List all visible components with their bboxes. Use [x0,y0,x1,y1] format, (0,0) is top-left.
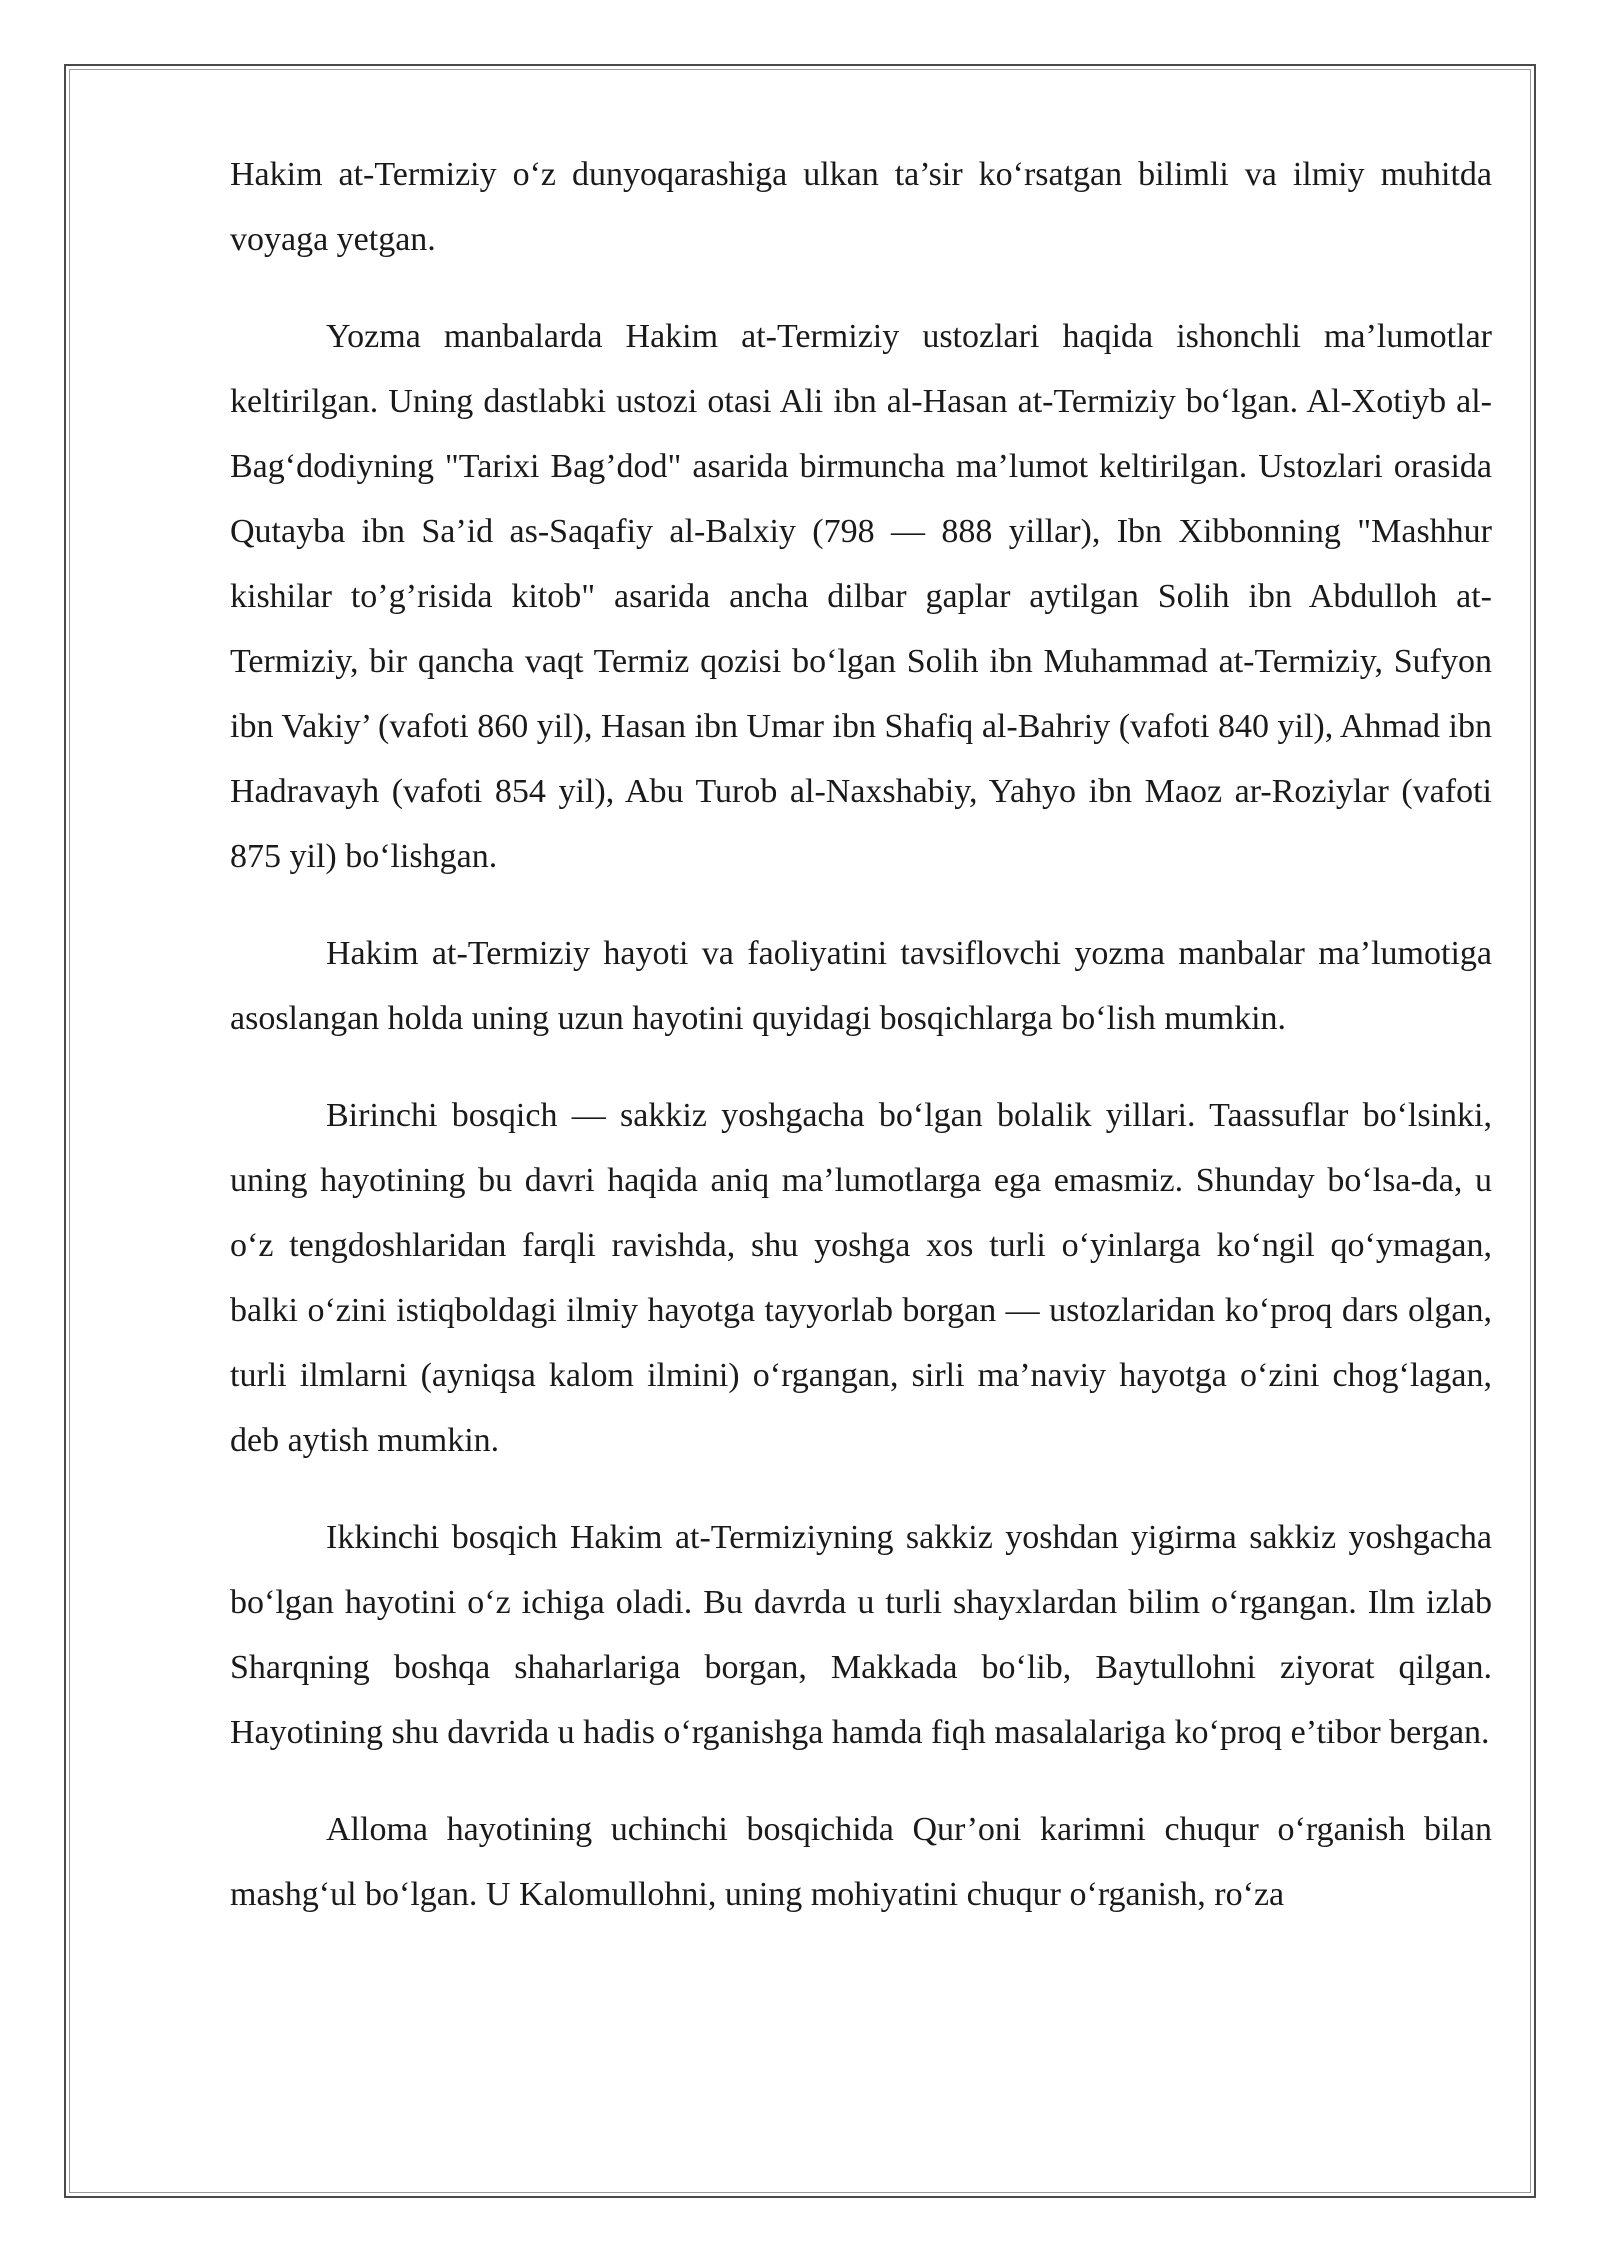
paragraph-2: Yozma manbalarda Hakim at-Termiziy ustozlari haqida ishonchli ma’lumotlar keltirilgan. Uning dastlabki ustozi otasi Ali ibn al-Hasan at-Termiziy bo‘lgan. Al-Xotiyb al-Bag‘dodiyning "Tarixi Bag’dod" asarida birmuncha ma’lumot keltirilgan. Ustozlari orasida Qutayba ibn Sa’id as-Saqafiy al-Balxiy (798 — 888 yillar), Ibn Xibbonning "Mashhur kishilar to’g’risida kitob" asarida ancha dilbar gaplar aytilgan Solih ibn Abdulloh at-Termiziy, bir qancha vaqt Termiz qozisi bo‘lgan Solih ibn Muhammad at-Termiziy, Sufyon ibn Vakiy’ (vafoti 860 yil), Hasan ibn Umar ibn Shafiq al-Bahriy (vafoti 840 yil), Ahmad ibn Hadravayh (vafoti 854 yil), Abu Turob al-Naxshabiy, Yahyo ibn Maoz ar-Roziylar (vafoti 875 yil) bo‘lishgan. [230,318,1492,875]
paragraph-1: Hakim at-Termiziy o‘z dunyoqarashiga ulkan ta’sir ko‘rsatgan bilimli va ilmiy muhitda voyaga yetgan. [230,156,1492,258]
paragraph-4: Birinchi bosqich — sakkiz yoshgacha bo‘lgan bolalik yillari. Taassuflar bo‘lsinki, uning hayotining bu davri haqida aniq ma’lumotlarga ega emasmiz. Shunday bo‘lsa-da, u o‘z tengdoshlaridan farqli ravishda, shu yoshga xos turli o‘yinlarga ko‘ngil qo‘ymagan, balki o‘zini istiqboldagi ilmiy hayotga tayyorlab borgan — ustozlaridan ko‘proq dars olgan, turli ilmlarni (ayniqsa kalom ilmini) o‘rgangan, sirli ma’naviy hayotga o‘zini chog‘lagan, deb aytish mumkin. [230,1097,1492,1459]
paragraph-5: Ikkinchi bosqich Hakim at-Termiziyning sakkiz yoshdan yigirma sakkiz yoshgacha bo‘lgan hayotini o‘z ichiga oladi. Bu davrda u turli shayxlardan bilim o‘rgangan. Ilm izlab Sharqning boshqa shaharlariga borgan, Makkada bo‘lib, Baytullohni ziyorat qilgan. Hayotining shu davrida u hadis o‘rganishga hamda fiqh masalalariga ko‘proq e’tibor bergan. [230,1519,1492,1751]
document-body [230,142,1492,1959]
paragraph-3: Hakim at-Termiziy hayoti va faoliyatini tavsiflovchi yozma manbalar ma’lumotiga asoslangan holda uning uzun hayotini quyidagi bosqichlarga bo‘lish mumkin. [230,935,1492,1037]
paragraph-6: Alloma hayotining uchinchi bosqichida Qur’oni karimni chuqur o‘rganish bilan mashg‘ul bo‘lgan. U Kalomullohni, uning mohiyatini chuqur o‘rganish, ro‘za [230,1811,1492,1913]
